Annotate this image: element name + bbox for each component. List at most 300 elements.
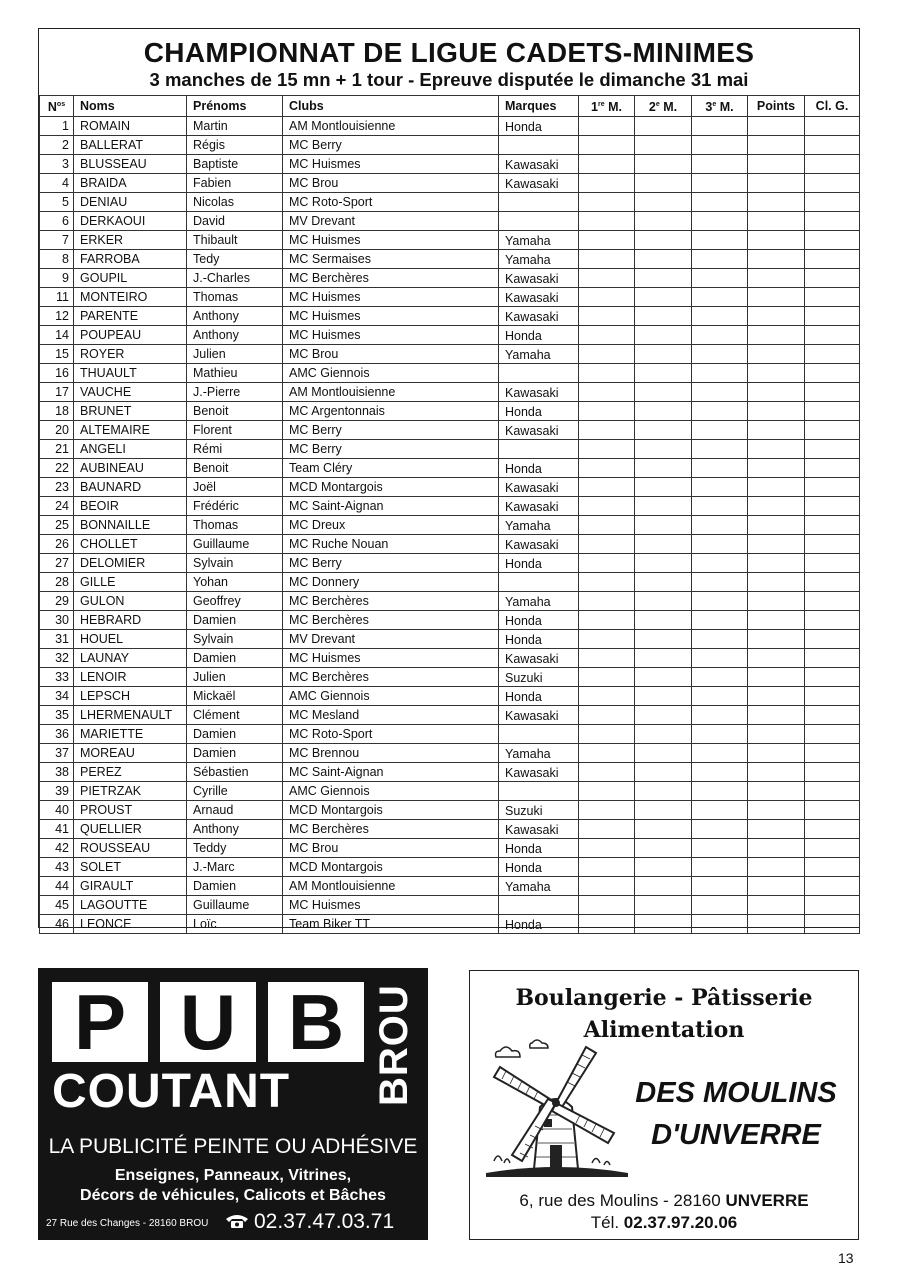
cell-manche-2 [635,288,692,307]
page-title: CHAMPIONNAT DE LIGUE CADETS-MINIMES [143,37,755,68]
table-row [40,687,860,706]
cell-classement [805,459,860,478]
cell-num: 5 [40,193,74,212]
cell-classement [805,896,860,915]
table-row [40,193,860,212]
cell-manche-3 [692,269,748,288]
header-prenom: Prénoms [187,96,283,117]
cell-club: AMC Giennois [283,364,499,383]
table-row [40,915,860,934]
table-row [40,592,860,611]
cell-manche-1 [579,364,635,383]
cell-club: MC Berchères [283,611,499,630]
cell-num: 30 [40,611,74,630]
table-row [40,744,860,763]
cell-classement [805,554,860,573]
cell-num: 46 [40,915,74,934]
cell-club: MC Berchères [283,820,499,839]
bakery-name-line-1: DES MOULINS [635,1077,837,1109]
cell-points [748,858,805,877]
cell-manche-2 [635,307,692,326]
cell-club: MC Mesland [283,706,499,725]
cell-manche-1 [579,877,635,896]
cell-points [748,326,805,345]
cell-marque [499,136,579,155]
cell-points [748,231,805,250]
cell-manche-2 [635,706,692,725]
cell-manche-1 [579,193,635,212]
cell-club: MV Drevant [283,212,499,231]
cell-points [748,668,805,687]
cell-prenom: Damien [187,725,283,744]
cell-manche-3 [692,725,748,744]
table-row [40,858,860,877]
cell-classement [805,117,860,136]
cell-manche-3 [692,687,748,706]
cell-marque: Yamaha [499,231,579,250]
cell-manche-3 [692,668,748,687]
cell-manche-1 [579,288,635,307]
cell-prenom: Benoit [187,459,283,478]
cell-prenom: Yohan [187,573,283,592]
cell-classement [805,383,860,402]
table-row [40,231,860,250]
cell-club: MC Sermaises [283,250,499,269]
cell-manche-2 [635,440,692,459]
header-num: $N^{os}$ [40,96,74,117]
bakery-phone: Tél. 02.37.97.20.06 [590,1213,738,1232]
cell-manche-3 [692,250,748,269]
cell-club: MC Berry [283,440,499,459]
cell-manche-1 [579,535,635,554]
table-row [40,573,860,592]
cell-classement [805,858,860,877]
cell-club: AM Montlouisienne [283,383,499,402]
cell-manche-3 [692,554,748,573]
cell-club: MC Argentonnais [283,402,499,421]
cell-club: MC Roto-Sport [283,193,499,212]
cell-prenom: Julien [187,668,283,687]
cell-nom: GULON [74,592,187,611]
cell-manche-2 [635,744,692,763]
cell-manche-2 [635,212,692,231]
cell-prenom: Anthony [187,820,283,839]
cell-club: MC Saint-Aignan [283,763,499,782]
cell-points [748,649,805,668]
cell-manche-2 [635,250,692,269]
cell-manche-1 [579,174,635,193]
cell-marque: Kawasaki [499,269,579,288]
cell-points [748,535,805,554]
cell-manche-2 [635,516,692,535]
cell-manche-1 [579,212,635,231]
cell-num: 42 [40,839,74,858]
results-table [39,95,860,934]
cell-club: MC Berchères [283,668,499,687]
cell-manche-3 [692,858,748,877]
cell-marque: Yamaha [499,744,579,763]
cell-points [748,744,805,763]
header-manche-2: 2e M. [635,96,692,117]
table-header-row [40,96,860,117]
cell-manche-1 [579,839,635,858]
cell-classement [805,630,860,649]
cell-marque [499,725,579,744]
cell-marque: Honda [499,554,579,573]
cell-nom: LAUNAY [74,649,187,668]
cell-manche-3 [692,744,748,763]
cell-num: 26 [40,535,74,554]
cell-num: 34 [40,687,74,706]
cell-nom: MONTEIRO [74,288,187,307]
cell-prenom: Arnaud [187,801,283,820]
cell-classement [805,345,860,364]
windmill-icon [482,1037,632,1187]
cell-manche-3 [692,478,748,497]
cell-classement [805,839,860,858]
cell-nom: PARENTE [74,307,187,326]
cell-num: 29 [40,592,74,611]
cell-classement [805,801,860,820]
cell-num: 8 [40,250,74,269]
cell-classement [805,820,860,839]
cell-points [748,383,805,402]
cell-club: MC Huismes [283,649,499,668]
cell-club: MC Ruche Nouan [283,535,499,554]
cell-club: MCD Montargois [283,858,499,877]
cell-club: MC Huismes [283,307,499,326]
cell-manche-2 [635,915,692,934]
cell-manche-3 [692,288,748,307]
table-row [40,478,860,497]
header-marque: Marques [499,96,579,117]
cell-manche-1 [579,383,635,402]
cell-manche-2 [635,326,692,345]
page-number: 13 [838,1250,854,1266]
cell-prenom: Mathieu [187,364,283,383]
cell-prenom: Clément [187,706,283,725]
cell-club: MC Berry [283,421,499,440]
rider-rows [40,117,860,934]
cell-marque: Honda [499,117,579,136]
cell-manche-2 [635,687,692,706]
cell-num: 3 [40,155,74,174]
cell-num: 16 [40,364,74,383]
cell-manche-3 [692,421,748,440]
cell-prenom: Damien [187,877,283,896]
pub-phone: 02.37.47.03.71 [224,1210,394,1234]
cell-manche-2 [635,877,692,896]
cell-prenom: Frédéric [187,497,283,516]
telephone-icon [224,1213,250,1229]
cell-manche-1 [579,649,635,668]
cell-marque: Kawasaki [499,706,579,725]
cell-marque: Kawasaki [499,820,579,839]
cell-nom: HEBRARD [74,611,187,630]
cell-manche-1 [579,801,635,820]
cell-nom: GIRAULT [74,877,187,896]
cell-marque: Yamaha [499,345,579,364]
cell-prenom: Cyrille [187,782,283,801]
cell-num: 15 [40,345,74,364]
cell-nom: LEPSCH [74,687,187,706]
cell-manche-2 [635,573,692,592]
cell-prenom: Guillaume [187,896,283,915]
cell-points [748,212,805,231]
table-row [40,364,860,383]
cell-nom: AUBINEAU [74,459,187,478]
cell-marque [499,573,579,592]
cell-manche-1 [579,478,635,497]
cell-manche-1 [579,421,635,440]
cell-classement [805,744,860,763]
cell-club: AM Montlouisienne [283,877,499,896]
table-row [40,535,860,554]
table-row [40,630,860,649]
cell-manche-3 [692,630,748,649]
cell-manche-2 [635,117,692,136]
table-row [40,497,860,516]
cell-marque: Yamaha [499,877,579,896]
cell-marque: Yamaha [499,250,579,269]
cell-classement [805,155,860,174]
cell-points [748,725,805,744]
cell-classement [805,193,860,212]
cell-club: MC Huismes [283,155,499,174]
table-row [40,516,860,535]
cell-nom: BRUNET [74,402,187,421]
cell-club: MC Huismes [283,896,499,915]
table-row [40,288,860,307]
cell-points [748,307,805,326]
cell-marque: Yamaha [499,592,579,611]
cell-nom: HOUEL [74,630,187,649]
cell-manche-1 [579,402,635,421]
cell-manche-3 [692,155,748,174]
cell-points [748,288,805,307]
cell-manche-3 [692,136,748,155]
cell-manche-3 [692,592,748,611]
cell-prenom: Thomas [187,516,283,535]
cell-num: 39 [40,782,74,801]
cell-classement [805,687,860,706]
cell-club: MCD Montargois [283,801,499,820]
cell-points [748,136,805,155]
cell-manche-2 [635,896,692,915]
cell-classement [805,478,860,497]
cell-prenom: Benoit [187,402,283,421]
cell-num: 44 [40,877,74,896]
table-row [40,174,860,193]
pub-address: 27 Rue des Changes - 28160 BROU [46,1218,209,1229]
table-row [40,611,860,630]
cell-points [748,839,805,858]
cell-marque: Honda [499,915,579,934]
cell-points [748,459,805,478]
cell-prenom: J.-Marc [187,858,283,877]
pub-tagline: LA PUBLICITÉ PEINTE OU ADHÉSIVE [48,1135,418,1158]
cell-classement [805,763,860,782]
header-manche-3: 3e M. [692,96,748,117]
cell-nom: GOUPIL [74,269,187,288]
cell-prenom: Damien [187,611,283,630]
cell-points [748,592,805,611]
cell-manche-2 [635,174,692,193]
cell-club: MC Brou [283,839,499,858]
cell-club: MC Brou [283,345,499,364]
cell-classement [805,364,860,383]
cell-prenom: Thibault [187,231,283,250]
cell-nom: BEOIR [74,497,187,516]
cell-manche-1 [579,326,635,345]
cell-nom: DERKAOUI [74,212,187,231]
cell-manche-3 [692,459,748,478]
cell-club: MC Huismes [283,326,499,345]
cell-marque: Kawasaki [499,155,579,174]
cell-points [748,820,805,839]
cell-club: MV Drevant [283,630,499,649]
cell-manche-3 [692,877,748,896]
cell-club: AMC Giennois [283,782,499,801]
header-manche-1: 1re M. [579,96,635,117]
cell-num: 4 [40,174,74,193]
cell-nom: BAUNARD [74,478,187,497]
cell-prenom: Baptiste [187,155,283,174]
cell-num: 40 [40,801,74,820]
cell-prenom: Sylvain [187,630,283,649]
table-row [40,136,860,155]
cell-num: 7 [40,231,74,250]
cell-points [748,421,805,440]
cell-manche-3 [692,839,748,858]
cell-num: 35 [40,706,74,725]
cell-nom: LENOIR [74,668,187,687]
cell-prenom: Thomas [187,288,283,307]
cell-nom: DELOMIER [74,554,187,573]
cell-manche-3 [692,497,748,516]
brou-text: BROU [372,984,416,1106]
cell-manche-3 [692,763,748,782]
cell-num: 36 [40,725,74,744]
cell-nom: LHERMENAULT [74,706,187,725]
cell-marque: Honda [499,459,579,478]
cell-manche-2 [635,592,692,611]
cell-points [748,174,805,193]
cell-points [748,345,805,364]
cell-manche-1 [579,573,635,592]
cell-prenom: Sylvain [187,554,283,573]
cell-club: MC Berry [283,554,499,573]
cell-nom: ERKER [74,231,187,250]
cell-marque: Kawasaki [499,288,579,307]
cell-club: MC Berry [283,136,499,155]
cell-classement [805,782,860,801]
table-row [40,554,860,573]
pub-services-line-2: Décors de véhicules, Calicots et Bâches [80,1187,386,1204]
cell-nom: ROMAIN [74,117,187,136]
cell-classement [805,212,860,231]
cell-manche-2 [635,345,692,364]
cell-num: 31 [40,630,74,649]
cell-prenom: Anthony [187,307,283,326]
cell-manche-1 [579,117,635,136]
cell-manche-2 [635,269,692,288]
table-row [40,896,860,915]
cell-nom: FARROBA [74,250,187,269]
cell-manche-1 [579,155,635,174]
cell-manche-3 [692,307,748,326]
cell-classement [805,573,860,592]
cell-classement [805,516,860,535]
cell-manche-3 [692,706,748,725]
cell-manche-1 [579,782,635,801]
cell-manche-1 [579,744,635,763]
table-row [40,117,860,136]
cell-manche-2 [635,535,692,554]
cell-marque: Honda [499,402,579,421]
cell-club: MC Dreux [283,516,499,535]
cell-points [748,250,805,269]
cell-nom: MARIETTE [74,725,187,744]
cell-manche-2 [635,364,692,383]
cell-num: 9 [40,269,74,288]
cell-prenom: Loïc [187,915,283,934]
cell-classement [805,535,860,554]
cell-classement [805,877,860,896]
cell-prenom: J.-Pierre [187,383,283,402]
cell-manche-1 [579,896,635,915]
cell-club: MCD Montargois [283,478,499,497]
cell-marque: Yamaha [499,516,579,535]
cell-manche-2 [635,763,692,782]
cell-manche-3 [692,915,748,934]
cell-points [748,478,805,497]
pub-letter: B [268,982,364,1062]
cell-manche-3 [692,516,748,535]
table-row [40,668,860,687]
cell-marque: Honda [499,858,579,877]
cell-marque [499,193,579,212]
table-row [40,212,860,231]
header-classement: Cl. G. [805,96,860,117]
cell-manche-3 [692,573,748,592]
cell-manche-2 [635,649,692,668]
cell-prenom: Anthony [187,326,283,345]
cell-prenom: Fabien [187,174,283,193]
cell-marque: Honda [499,326,579,345]
cell-num: 22 [40,459,74,478]
cell-manche-2 [635,554,692,573]
cell-nom: ANGELI [74,440,187,459]
cell-manche-2 [635,193,692,212]
cell-manche-1 [579,345,635,364]
cell-marque: Kawasaki [499,497,579,516]
cell-manche-3 [692,782,748,801]
cell-points [748,896,805,915]
cell-classement [805,440,860,459]
cell-club: MC Brou [283,174,499,193]
cell-prenom: Nicolas [187,193,283,212]
table-row [40,345,860,364]
cell-classement [805,231,860,250]
cell-nom: LAGOUTTE [74,896,187,915]
cell-nom: BRAIDA [74,174,187,193]
cell-points [748,516,805,535]
cell-marque: Kawasaki [499,763,579,782]
cell-nom: VAUCHE [74,383,187,402]
bakery-line-2: Alimentation [583,1017,745,1043]
header-club: Clubs [283,96,499,117]
